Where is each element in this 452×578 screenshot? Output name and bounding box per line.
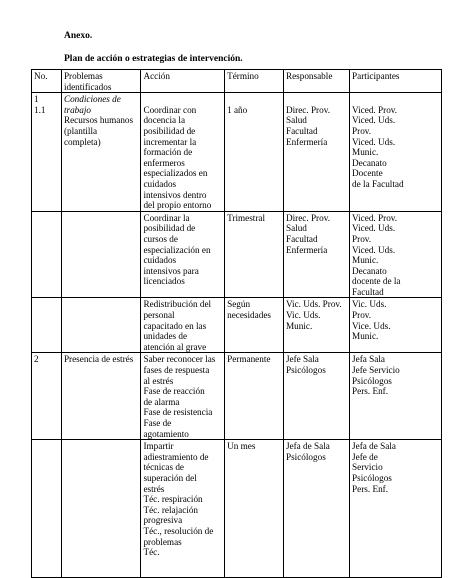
cell-line: fases de respuesta [143,365,210,376]
cell-line: intensivos para [143,265,199,276]
cell-line: Munic. [352,255,379,266]
cell-line: Condiciones de [63,94,121,105]
cell-line: Enfermería [285,244,328,255]
cell-line: Viced. Uds. [352,244,396,255]
table-row [32,93,442,212]
cell-line: Jefe de [352,451,378,462]
table-row [32,298,442,353]
cell-line: de alarma [143,396,180,407]
cell-line: Téc. [143,547,160,558]
cell-line: Decanato [352,265,387,276]
cell-term [225,440,284,578]
cell-action [141,93,225,212]
cell-participants [350,440,442,578]
cell-no [32,440,62,578]
cell-line: Redistribución del [143,299,212,310]
header-cell-term: Término [225,70,284,93]
cell-line: Viced. Prov. [352,212,398,223]
cell-term [225,211,284,298]
cell-no [32,211,62,298]
cell-line: Direc. Prov. [285,104,331,115]
cell-line: Fase de reacción [143,386,205,397]
header-cell-problems: Problemas identificados [61,70,141,93]
cell-line: Viced. Prov. [352,104,398,115]
cell-line: Impartir [143,441,174,452]
cell-line: Docente [352,168,383,179]
header-cell-participants: Participantes [350,70,442,93]
cell-line: Viced. Uds. [352,136,396,147]
cell-line: Vic. Uds. Prov. [285,299,342,310]
cell-term [225,298,284,353]
cell-line: personal [143,310,175,321]
cell-line: Jefe Sala [285,354,319,365]
action-plan-table [31,69,442,578]
cell-line: enfermeros [143,157,185,168]
cell-line: especializados en [143,168,208,179]
cell-line: capacitado en las [143,320,207,331]
cell-problem [61,211,141,298]
cell-line: posibilidad de [143,223,196,234]
cell-responsible [283,211,349,298]
cell-line: superación del [143,472,197,483]
cell-line: (plantilla [63,125,98,136]
cell-participants [350,93,442,212]
cell-line [286,94,347,105]
cell-line: del propio entorno [143,200,212,211]
cell-line: completa) [63,136,101,147]
cell-action [141,353,225,440]
header-cell-no: No. [32,70,62,93]
cell-participants [350,353,442,440]
cell-line: Vic. Uds. [285,310,321,321]
cell-line: 1 [34,94,39,105]
cell-responsible [283,353,349,440]
cell-no [32,353,62,440]
cell-problem [61,440,141,578]
cell-line: Jefa de Sala [285,441,330,452]
cell-line: Según [227,299,251,310]
table-header-row [32,70,442,93]
cell-line [352,94,439,105]
cell-line [227,94,281,105]
cell-line: Coordinar con [143,104,197,115]
table-row [32,440,442,578]
cell-line: Facultad [352,286,384,297]
cell-line: Munic. [285,320,313,331]
cell-line: Salud [285,115,307,126]
cell-line: Recursos humanos [63,115,134,126]
cell-line: Trimestral [227,212,266,223]
cell-line: Decanato [352,157,387,168]
cell-line: unidades de [143,331,188,342]
cell-no [32,298,62,353]
cell-line: necesidades [227,310,271,321]
cell-line: Prov. [352,310,372,321]
cell-line: Presencia de estrés [63,354,134,365]
cell-line: cuidados [143,178,177,189]
cell-line: atención al grave [143,341,207,352]
cell-line: Un mes [227,441,256,452]
plan-subheading: Plan de acción o estrategias de intervención. [64,54,243,64]
cell-line: Pers. Enf. [352,386,389,397]
cell-participants [350,298,442,353]
cell-line: Prov. [352,125,372,136]
cell-line: progresiva [143,515,183,526]
cell-line: Fase de resistencia [143,407,213,418]
cell-line: Psicólogos [352,472,392,483]
cell-term [225,353,284,440]
cell-line: Facultad [285,233,318,244]
cell-line: Jefa de Sala [352,441,396,452]
cell-line: Servicio [352,462,383,473]
cell-responsible [283,440,349,578]
cell-line: estrés [143,483,165,494]
cell-problem [61,93,141,212]
cell-line: Vic. Uds. [352,299,387,310]
cell-line: docente de la [352,276,401,287]
cell-line: Jefe Servicio [352,365,400,376]
cell-line: incrementar la [143,136,197,147]
cell-line: 1.1 [34,104,46,115]
header-cell-responsible: Responsable [283,70,349,93]
cell-line: Pers. Enf. [352,483,389,494]
cell-line: Munic. [352,147,379,158]
cell-line: licenciados [143,276,185,287]
cell-term [225,93,284,212]
cell-line: al estrés [143,375,174,386]
cell-line: Direc. Prov. [285,212,331,223]
cell-action [141,211,225,298]
cell-responsible [283,298,349,353]
cell-line: adiestramiento de [143,451,209,462]
annex-heading: Anexo. [64,31,93,41]
cell-line: intensivos dentro [143,189,207,200]
table-row [32,211,442,298]
cell-line: Psicólogos [285,365,326,376]
cell-line: Salud [285,223,307,234]
cell-line: Téc. relajación [143,504,199,515]
cell-line: Prov. [352,233,372,244]
cell-line: especialización en [143,244,211,255]
cell-line: docencia la [143,115,186,126]
cell-line: Enfermería [285,136,328,147]
cell-line: 2 [34,354,39,365]
cell-line: trabajo [63,104,91,115]
cell-problem [61,298,141,353]
cell-line: Téc. respiración [143,494,203,505]
cell-no [32,93,62,212]
cell-line: agotamiento [143,428,189,439]
cell-line: formación de [143,147,193,158]
table-row [32,353,442,440]
header-cell-action: Acción [141,70,225,93]
cell-problem [61,353,141,440]
cell-line: Téc., resolución de [143,525,214,536]
cell-action [141,440,225,578]
cell-line: posibilidad de [143,125,196,136]
cell-participants [350,211,442,298]
cell-line: Vice. Uds. [352,320,391,331]
cell-line: 1 año [227,104,248,115]
cell-line: Psicólogos [352,375,392,386]
cell-line: cuidados [143,255,177,266]
cell-line: Viced. Uds. [352,115,396,126]
cell-line: Viced. Uds. [352,223,396,234]
cell-line: Saber reconocer las [143,354,216,365]
cell-line: Fase de [143,418,172,428]
cell-line: problemas [143,536,182,547]
cell-line: Munic. [352,331,379,342]
cell-line: Psicólogos [285,451,326,462]
cell-line [143,94,222,105]
cell-line: técnicas de [143,462,185,473]
cell-line: Jefa Sala [352,354,385,365]
cell-line: de la Facultad [352,178,404,189]
cell-line: Coordinar la [143,212,190,223]
cell-line: Facultad [285,125,318,136]
cell-line: cursos de [143,233,178,244]
cell-action [141,298,225,353]
cell-responsible [283,93,349,212]
cell-line: Permanente [227,354,271,365]
